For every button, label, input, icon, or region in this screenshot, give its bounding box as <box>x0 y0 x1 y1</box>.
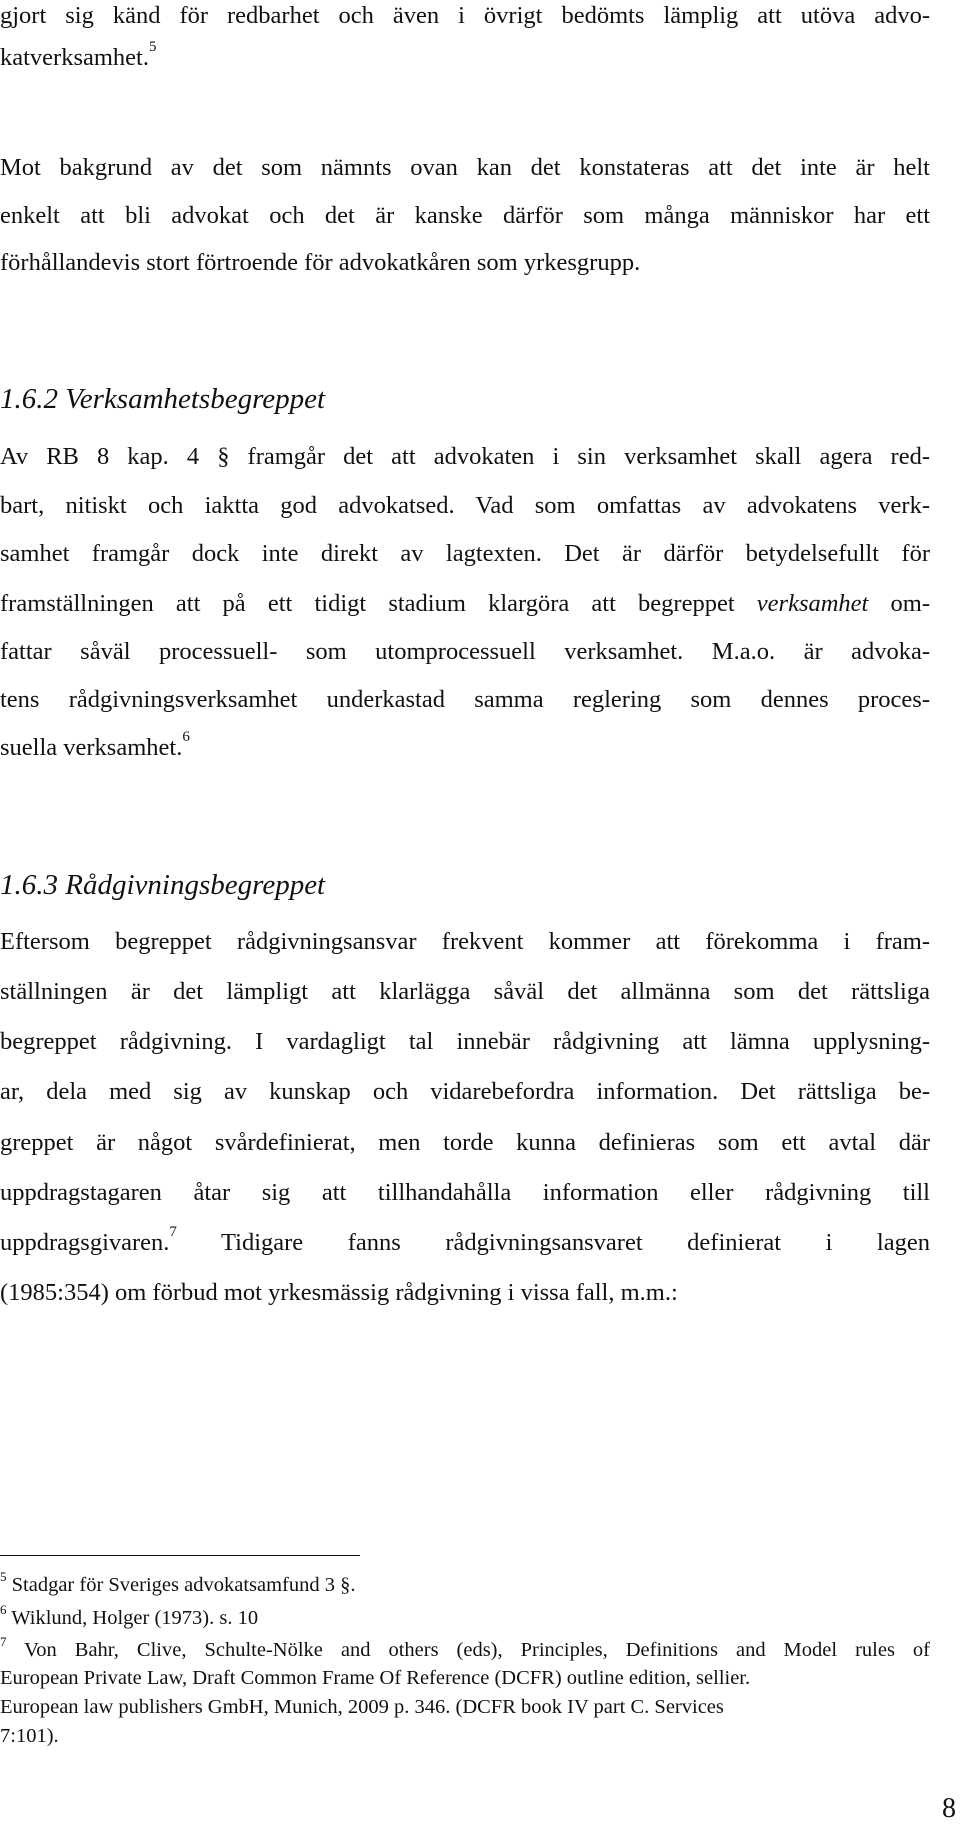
footnote-continuation: 7:101). <box>0 1725 59 1747</box>
body-line: Mot bakgrund av det som nämnts ovan kan det konstateras att det inte är helt <box>0 154 930 181</box>
body-line: gjort sig känd för redbarhet och även i övrigt bedömts lämplig att utöva advo- <box>0 2 930 29</box>
page-number: 8 <box>942 1793 956 1824</box>
body-line: ar, dela med sig av kunskap och vidarebefordra information. Det rättsliga be- <box>0 1078 930 1105</box>
body-line: uppdragstagaren åtar sig att tillhandahålla information eller rådgivning till <box>0 1179 930 1206</box>
footnote-text: Stadgar för Sveriges advokatsamfund 3 §. <box>11 1574 356 1596</box>
body-line: bart, nitiskt och iaktta god advokatsed. Vad som omfattas av advokatens verk- <box>0 492 930 519</box>
section-heading: 1.6.2 Verksamhetsbegreppet <box>0 383 326 415</box>
body-line: Av RB 8 kap. 4 § framgår det att advokaten i sin verksamhet skall agera red- <box>0 443 930 470</box>
body-line <box>0 1224 930 1256</box>
body-line: fattar såväl processuell- som utomprocessuell verksamhet. M.a.o. är advoka- <box>0 638 930 665</box>
body-line: Eftersom begreppet rådgivningsansvar frekvent kommer att förekomma i fram- <box>0 928 930 955</box>
body-line <box>0 592 930 617</box>
body-line: tens rådgivningsverksamhet underkastad samma reglering som dennes proces- <box>0 686 930 713</box>
body-text: uppdragsgivaren. <box>0 1229 170 1256</box>
footnote-number: 7 <box>0 1634 7 1649</box>
body-text: katverksamhet. <box>0 44 149 71</box>
footnote-ref: 7 <box>169 1224 177 1240</box>
body-line: enkelt att bli advokat och det är kanske därför som många människor har ett <box>0 202 930 229</box>
footnote-continuation: European law publishers GmbH, Munich, 2009 p. 346. (DCFR book IV part C. Services <box>0 1696 724 1718</box>
body-line: begreppet rådgivning. I vardagligt tal innebär rådgivning att lämna upplysning- <box>0 1028 930 1055</box>
section-heading: 1.6.3 Rådgivningsbegreppet <box>0 869 326 901</box>
footnote-separator <box>0 1555 360 1556</box>
footnote-text: Von Bahr, Clive, Schulte-Nölke and others (eds), Principles, Definitions and Model rules of <box>24 1639 930 1661</box>
body-line: samhet framgår dock inte direkt av lagtexten. Det är därför betydelsefullt för <box>0 540 930 567</box>
body-line: (1985:354) om förbud mot yrkesmässig rådgivning i vissa fall, m.m.: <box>0 1279 678 1306</box>
footnote-ref: 5 <box>149 39 157 55</box>
body-text: Tidigare fanns rådgivningsansvaret definierat i lagen <box>221 1229 930 1256</box>
footnote <box>0 1634 930 1661</box>
body-text: framställningen att på ett tidigt stadium klargöra att begreppet <box>0 590 735 617</box>
body-line: ställningen är det lämpligt att klarlägga såväl det allmänna som det rättsliga <box>0 978 930 1005</box>
body-text: suella verksamhet. <box>0 734 183 761</box>
body-line <box>0 729 960 761</box>
italic-term: verksamhet <box>756 590 869 617</box>
footnote-number: 6 <box>0 1602 7 1617</box>
body-text: om- <box>890 590 930 617</box>
footnote-text: Wiklund, Holger (1973). s. 10 <box>11 1607 259 1629</box>
footnote-number: 5 <box>0 1569 7 1584</box>
footnote <box>0 1569 960 1596</box>
body-line: förhållandevis stort förtroende för advokatkåren som yrkesgrupp. <box>0 249 641 276</box>
body-line <box>0 39 960 71</box>
footnote-ref: 6 <box>182 729 190 745</box>
body-line: greppet är något svårdefinierat, men torde kunna definieras som ett avtal där <box>0 1129 930 1156</box>
footnote <box>0 1602 960 1629</box>
footnote-continuation: European Private Law, Draft Common Frame Of Reference (DCFR) outline edition, sellier. <box>0 1667 751 1689</box>
